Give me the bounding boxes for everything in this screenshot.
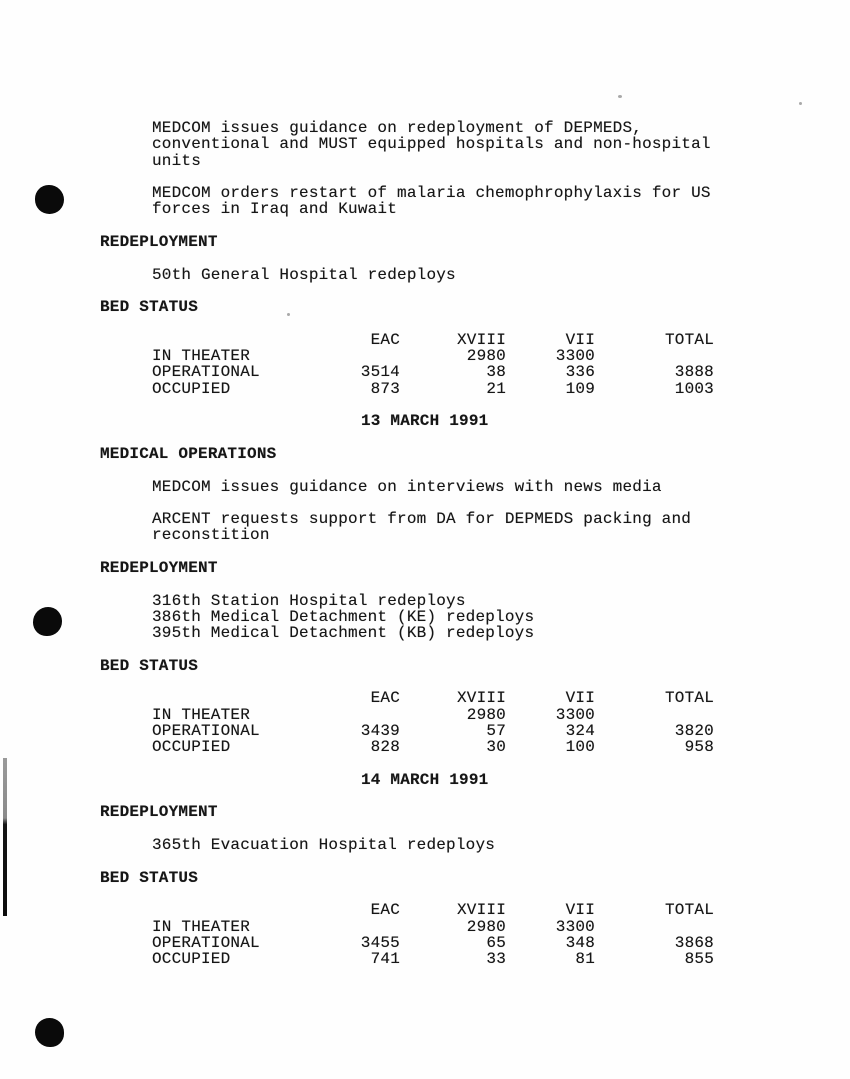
table-row-operational bbox=[152, 364, 748, 380]
row-label-spacer bbox=[152, 690, 272, 706]
text-line: units bbox=[152, 151, 202, 170]
scan-speck bbox=[618, 95, 622, 98]
cell-vii: 3300 bbox=[555, 347, 595, 366]
list-item: 316th Station Hospital redeploys bbox=[152, 591, 466, 610]
cell-xviii: 30 bbox=[486, 738, 506, 757]
text-line: MEDCOM issues guidance on interviews with news media bbox=[152, 477, 662, 496]
section-heading-bed-status: BED STATUS bbox=[100, 868, 199, 887]
section-heading-medical-operations: MEDICAL OPERATIONS bbox=[100, 444, 277, 463]
text-line: MEDCOM orders restart of malaria chemophrophylaxis for US bbox=[152, 184, 711, 203]
list-item: 50th General Hospital redeploys bbox=[152, 265, 456, 284]
cell-vii: 348 bbox=[565, 933, 595, 952]
cell-vii: 109 bbox=[565, 379, 595, 398]
cell-vii: 3300 bbox=[555, 917, 595, 936]
hole-punch-mark-bottom bbox=[35, 1018, 64, 1047]
column-header-total: TOTAL bbox=[664, 901, 714, 920]
cell-eac: 3439 bbox=[360, 721, 400, 740]
table-header-row bbox=[152, 332, 748, 348]
scan-edge-artifact bbox=[3, 758, 7, 916]
section-heading-redeployment: REDEPLOYMENT bbox=[100, 559, 218, 578]
column-header-total: TOTAL bbox=[664, 330, 714, 349]
text-line: forces in Iraq and Kuwait bbox=[152, 200, 398, 219]
row-label: IN THEATER bbox=[152, 347, 251, 366]
cell-total bbox=[595, 348, 714, 364]
cell-xviii: 2980 bbox=[466, 705, 506, 724]
row-label-spacer bbox=[152, 902, 272, 918]
column-header-eac: EAC bbox=[370, 689, 400, 708]
cell-eac bbox=[272, 919, 400, 935]
table-row-in-theater bbox=[152, 348, 748, 364]
paragraph-medcom-depmeds bbox=[152, 120, 748, 169]
cell-xviii: 65 bbox=[486, 933, 506, 952]
cell-vii: 3300 bbox=[555, 705, 595, 724]
row-label: OPERATIONAL bbox=[152, 363, 260, 382]
cell-xviii: 33 bbox=[486, 950, 506, 969]
section-heading-bed-status: BED STATUS bbox=[100, 298, 199, 317]
cell-vii: 100 bbox=[565, 738, 595, 757]
column-header-vii: VII bbox=[565, 330, 595, 349]
column-header-eac: EAC bbox=[370, 901, 400, 920]
cell-eac: 741 bbox=[370, 950, 400, 969]
list-item: 395th Medical Detachment (KB) redeploys bbox=[152, 624, 535, 643]
cell-total: 3868 bbox=[674, 933, 714, 952]
text-line: MEDCOM issues guidance on redeployment of DEPMEDS, bbox=[152, 119, 643, 137]
cell-total: 855 bbox=[684, 950, 714, 969]
row-label-spacer bbox=[152, 332, 272, 348]
bed-status-table-12-march bbox=[100, 332, 748, 397]
bed-status-table-13-march bbox=[100, 690, 748, 755]
cell-eac bbox=[272, 707, 400, 723]
hole-punch-mark-top bbox=[35, 185, 64, 214]
cell-eac bbox=[272, 348, 400, 364]
paragraph-arcent-depmeds bbox=[152, 511, 748, 544]
cell-total: 3888 bbox=[674, 363, 714, 382]
cell-total: 958 bbox=[684, 738, 714, 757]
date-heading-13-march: 13 MARCH 1991 bbox=[361, 412, 489, 431]
row-label: IN THEATER bbox=[152, 917, 251, 936]
bed-status-table-14-march bbox=[100, 902, 748, 967]
column-header-eac: EAC bbox=[370, 330, 400, 349]
section-heading-redeployment: REDEPLOYMENT bbox=[100, 803, 218, 822]
table-header-row bbox=[152, 690, 748, 706]
table-row-operational bbox=[152, 723, 748, 739]
row-label: OPERATIONAL bbox=[152, 721, 260, 740]
cell-eac: 3514 bbox=[360, 363, 400, 382]
table-row-occupied bbox=[152, 381, 748, 397]
column-header-xviii: XVIII bbox=[456, 689, 506, 708]
cell-total bbox=[595, 919, 714, 935]
redeployment-list bbox=[152, 267, 748, 283]
text-line: reconstition bbox=[152, 526, 270, 545]
list-item: 365th Evacuation Hospital redeploys bbox=[152, 836, 496, 855]
hole-punch-mark-middle bbox=[33, 607, 62, 636]
row-label: OCCUPIED bbox=[152, 950, 231, 969]
cell-xviii: 57 bbox=[486, 721, 506, 740]
section-heading-redeployment: REDEPLOYMENT bbox=[100, 233, 218, 252]
column-header-vii: VII bbox=[565, 901, 595, 920]
cell-total bbox=[595, 707, 714, 723]
row-label: IN THEATER bbox=[152, 705, 251, 724]
cell-vii: 336 bbox=[565, 363, 595, 382]
cell-vii: 81 bbox=[575, 950, 595, 969]
text-line: conventional and MUST equipped hospitals and non-hospital bbox=[152, 135, 711, 154]
cell-xviii: 2980 bbox=[466, 917, 506, 936]
column-header-vii: VII bbox=[565, 689, 595, 708]
column-header-xviii: XVIII bbox=[456, 330, 506, 349]
table-header-row bbox=[152, 902, 748, 918]
column-header-total: TOTAL bbox=[664, 689, 714, 708]
redeployment-list bbox=[152, 593, 748, 642]
document-body bbox=[100, 120, 748, 984]
row-label: OCCUPIED bbox=[152, 738, 231, 757]
redeployment-list bbox=[152, 837, 748, 853]
cell-eac: 873 bbox=[370, 379, 400, 398]
table-row-in-theater bbox=[152, 707, 748, 723]
row-label: OPERATIONAL bbox=[152, 933, 260, 952]
table-row-occupied bbox=[152, 951, 748, 967]
column-header-xviii: XVIII bbox=[456, 901, 506, 920]
section-heading-bed-status: BED STATUS bbox=[100, 656, 199, 675]
table-row-operational bbox=[152, 935, 748, 951]
cell-xviii: 2980 bbox=[466, 347, 506, 366]
cell-eac: 828 bbox=[370, 738, 400, 757]
cell-eac: 3455 bbox=[360, 933, 400, 952]
cell-total: 3820 bbox=[674, 721, 714, 740]
cell-total: 1003 bbox=[674, 379, 714, 398]
paragraph-medcom-media bbox=[152, 479, 748, 495]
cell-xviii: 38 bbox=[486, 363, 506, 382]
table-row-in-theater bbox=[152, 919, 748, 935]
paragraph-medcom-malaria bbox=[152, 185, 748, 218]
list-item: 386th Medical Detachment (KE) redeploys bbox=[152, 607, 535, 626]
text-line: ARCENT requests support from DA for DEPMEDS packing and bbox=[152, 510, 692, 529]
row-label: OCCUPIED bbox=[152, 379, 231, 398]
table-row-occupied bbox=[152, 739, 748, 755]
cell-vii: 324 bbox=[565, 721, 595, 740]
scan-speck bbox=[799, 102, 802, 105]
date-heading-14-march: 14 MARCH 1991 bbox=[361, 770, 489, 789]
cell-xviii: 21 bbox=[486, 379, 506, 398]
